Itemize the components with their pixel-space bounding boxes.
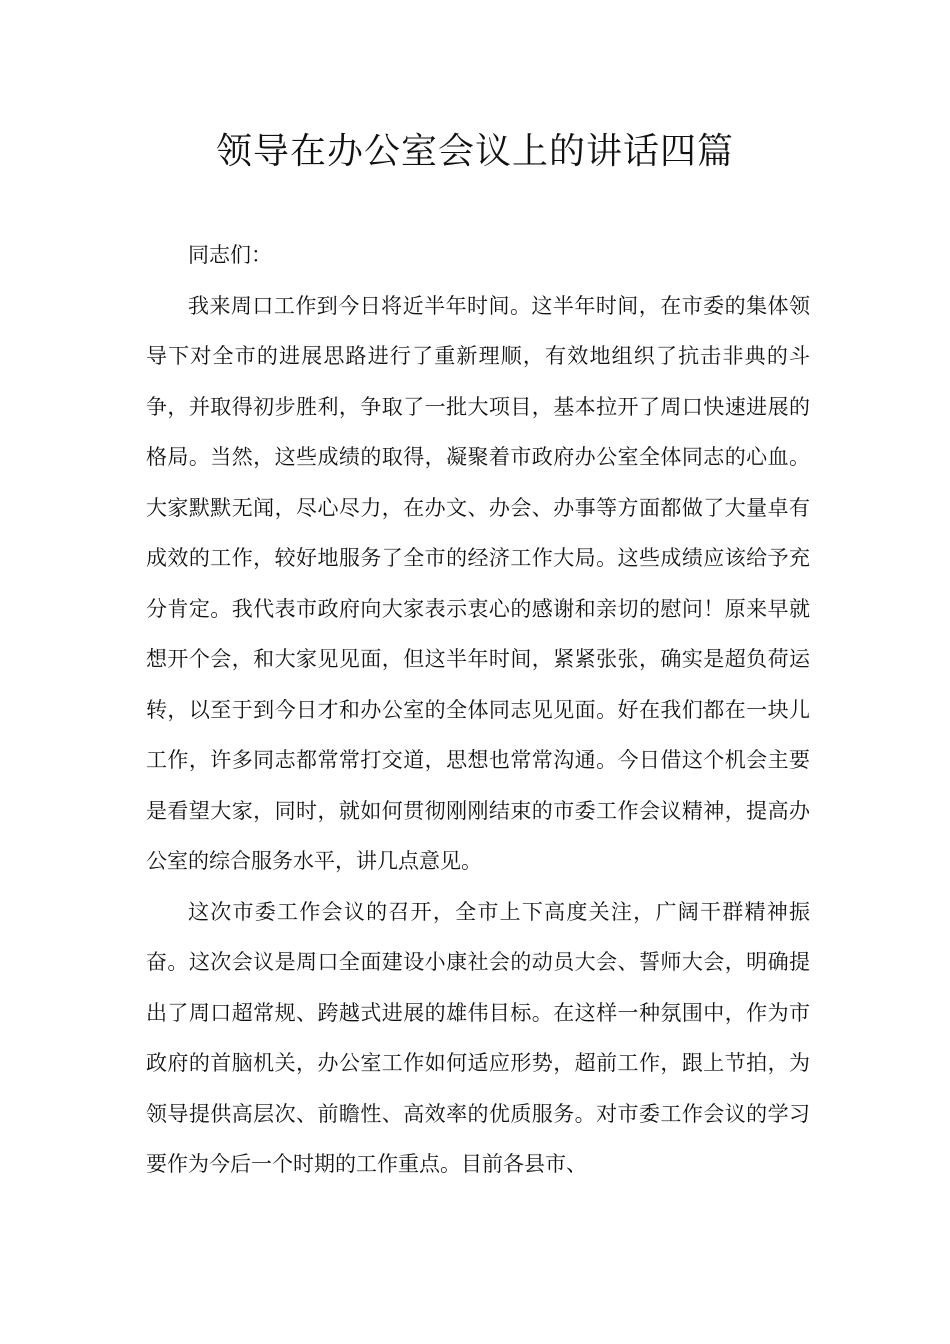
document-body — [146, 230, 810, 1190]
document-title: 领导在办公室会议上的讲话四篇 — [215, 131, 734, 172]
paragraph-2: 这次市委工作会议的召开，全市上下高度关注，广阔干群精神振奋。这次会议是周口全面建设小康社会的动员大会、誓师大会，明确提出了周口超常规、跨越式进展的雄伟目标。在这样一种氛围中，作为市政府的首脑机关，办公室工作如何适应形势，超前工作，跟上节拍，为领导提供高层次、前瞻性、高效率的优质服务。对市委工作会议的学习要作为今后一个时期的工作重点。目前各县市、 — [146, 899, 810, 1176]
salutation: 同志们： — [188, 243, 272, 267]
paragraph-1: 我来周口工作到今日将近半年时间。这半年时间，在市委的集体领导下对全市的进展思路进行了重新理顺，有效地组织了抗击非典的斗争，并取得初步胜利，争取了一批大项目，基本拉开了周口快速进展的格局。当然，这些成绩的取得，凝聚着市政府办公室全体同志的心血。大家默默无闻，尽心尽力，在办文、办会、办事等方面都做了大量卓有成效的工作，较好地服务了全市的经济工作大局。这些成绩应该给予充分肯定。我代表市政府向大家表示衷心的感谢和亲切的慰问！原来早就想开个会，和大家见见面，但这半年时间，紧紧张张，确实是超负荷运转，以至于到今日才和办公室的全体同志见见面。好在我们都在一块儿工作，许多同志都常常打交道，思想也常常沟通。今日借这个机会主要是看望大家，同时，就如何贯彻刚刚结束的市委工作会议精神，提高办公室的综合服务水平，讲几点意见。 — [146, 293, 810, 873]
